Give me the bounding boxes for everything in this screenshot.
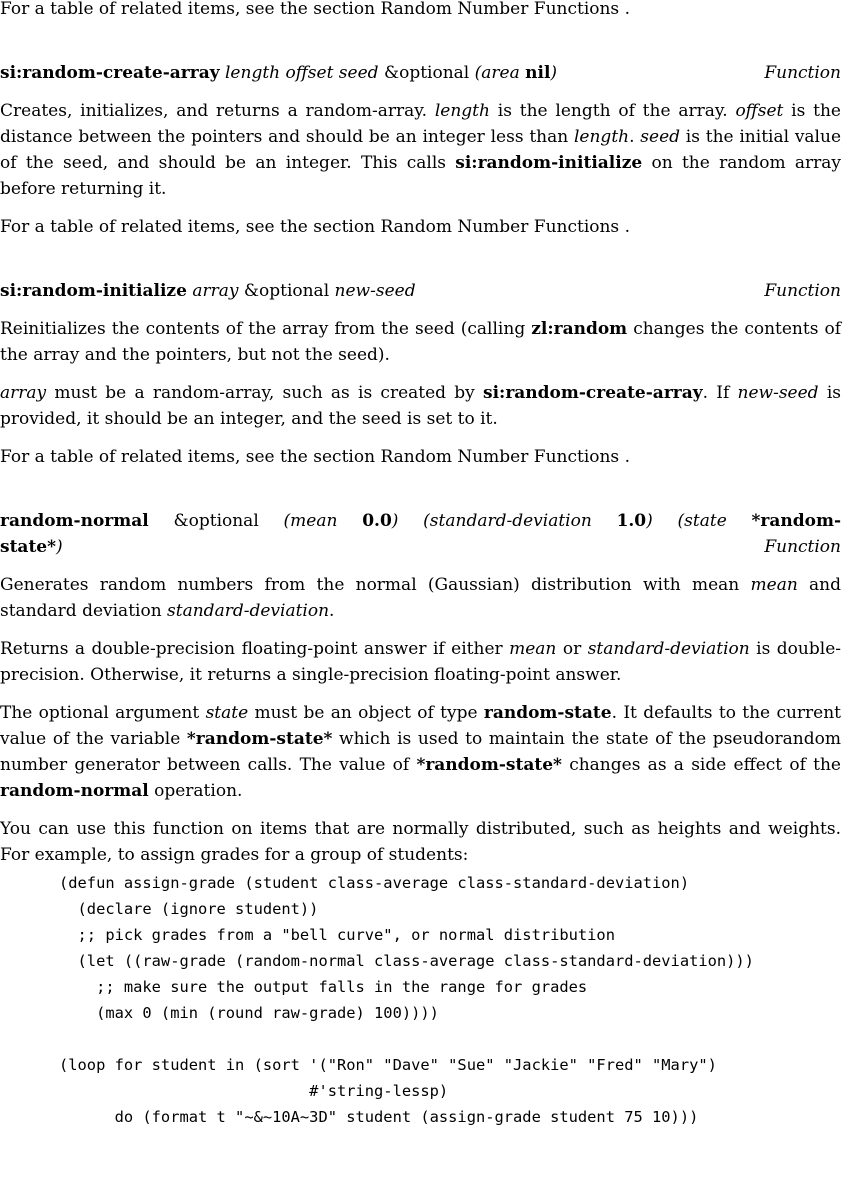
bold-term: random-state: [483, 703, 612, 723]
bold-term: *random-: [751, 511, 842, 531]
bold-term: 1.0: [616, 511, 647, 531]
code-line: #'string-lessp): [59, 1082, 449, 1100]
text-run: . If: [702, 383, 738, 403]
text-run: .: [329, 601, 335, 621]
xref-link[interactable]: Random Number Functions: [380, 0, 620, 19]
text-run: .: [629, 127, 641, 147]
signature-random-initialize: [0, 278, 841, 304]
function-name: si:random-create-array: [0, 63, 220, 83]
italic-term: array: [0, 383, 47, 403]
optional-default: nil: [525, 63, 551, 83]
code-line: [59, 1026, 841, 1052]
text-run: is the distance between the pointers and should be an integer less than: [0, 101, 841, 147]
arg: array: [192, 281, 239, 301]
text-run: is double-precision. Otherwise, it returns a single-precision floating-point answer.: [0, 639, 841, 685]
bold-term: random-normal: [0, 781, 149, 801]
xref-link[interactable]: Random Number Functions: [380, 447, 620, 467]
bold-term: si:random-initialize: [455, 153, 643, 173]
italic-term: mean: [750, 575, 798, 595]
italic-term: mean: [509, 639, 557, 659]
signature-random-normal: [0, 508, 841, 534]
text-run: or: [556, 639, 588, 659]
italic-term: ) (state: [646, 511, 752, 531]
text-run: must be an object of type: [248, 703, 484, 723]
optional-keyword: &optional: [383, 63, 470, 83]
text-run: changes as a side effect of the: [561, 755, 841, 775]
optional-arg: new-seed: [334, 281, 416, 301]
code-line: (declare (ignore student)): [59, 900, 319, 918]
bold-term: 0.0: [362, 511, 392, 531]
italic-term: seed: [640, 127, 681, 147]
code-line: (max 0 (min (round raw-grade) 100)))): [59, 1004, 439, 1022]
italic-term: standard-deviation: [587, 639, 750, 659]
entry-kind: Function: [764, 281, 841, 301]
bold-term: si:random-create-array: [483, 383, 703, 403]
function-name: random-normal: [0, 511, 149, 531]
text-run: which is used to maintain the state of the pseudorandom number generator between calls. The value of: [0, 729, 841, 775]
optional-keyword: &optional: [173, 511, 259, 531]
xref-prefix: For a table of related items, see the section: [0, 217, 376, 237]
xref-suffix: .: [624, 0, 630, 19]
description: [0, 700, 841, 804]
xref-suffix: .: [624, 447, 630, 467]
italic-term: ) (standard-deviation: [391, 511, 617, 531]
italic-term: standard-deviation: [167, 601, 330, 621]
italic-term: new-seed: [737, 383, 819, 403]
italic-term: length: [573, 127, 630, 147]
optional-args-cont: [0, 534, 63, 560]
text-run: Creates, initializes, and returns a random-array.: [0, 101, 435, 121]
bold-term: *random-state*: [186, 729, 333, 749]
entry-kind: Function: [764, 537, 841, 557]
signature-random-create-array: [0, 60, 841, 86]
italic-term: length: [434, 101, 490, 121]
code-example: [59, 870, 841, 1130]
description: [0, 380, 841, 432]
code-line: ;; pick grades from a "bell curve", or normal distribution: [59, 926, 615, 944]
text-run: is the initial value of the seed, and should be an integer. This calls: [0, 127, 842, 173]
text-run: operation.: [148, 781, 243, 801]
optional-args: [284, 511, 841, 531]
code-line: (defun assign-grade (student class-average class-standard-deviation): [59, 874, 690, 892]
text-run: Returns a double-precision floating-point answer if either: [0, 639, 510, 659]
italic-term: ): [56, 537, 63, 557]
text-run: Generates random numbers from the normal (Gaussian) distribution with mean: [0, 575, 751, 595]
xref-suffix: .: [624, 217, 630, 237]
args: length offset seed: [225, 63, 379, 83]
bold-term: state*: [0, 537, 56, 557]
italic-term: state: [205, 703, 249, 723]
description: [0, 636, 841, 688]
text-run: on the random array before returning it.: [0, 153, 841, 199]
signature-random-normal-cont: [0, 534, 841, 560]
text-run: is the length of the array.: [489, 101, 736, 121]
xref-link[interactable]: Random Number Functions: [380, 217, 620, 237]
text-run: and standard deviation: [0, 575, 841, 621]
description: [0, 316, 841, 368]
xref-prefix: For a table of related items, see the section: [0, 0, 376, 19]
related-items-note: [0, 214, 841, 240]
optional-keyword: &optional: [243, 281, 330, 301]
text-run: changes the contents of the array and the pointers, but not the seed).: [0, 319, 841, 365]
description: [0, 816, 841, 868]
xref-prefix: For a table of related items, see the section: [0, 447, 376, 467]
text-run: The optional argument: [0, 703, 206, 723]
text-run: is provided, it should be an integer, and the seed is set to it.: [0, 383, 841, 429]
bold-term: zl:random: [531, 319, 628, 339]
italic-term: (mean: [283, 511, 363, 531]
text-run: You can use this function on items that are normally distributed, such as heights and weights. For example, to assign grades for a group of students:: [0, 819, 841, 865]
entry-kind: Function: [764, 63, 841, 83]
italic-term: offset: [735, 101, 784, 121]
code-line: do (format t "~&~10A~3D" student (assign-grade student 75 10))): [59, 1108, 699, 1126]
related-items-note: [0, 0, 841, 22]
code-line: ;; make sure the output falls in the range for grades: [59, 978, 588, 996]
optional-close: ): [550, 63, 558, 83]
related-items-note: [0, 444, 841, 470]
text-run: . It defaults to the current value of the variable: [0, 703, 842, 749]
code-line: (let ((raw-grade (random-normal class-average class-standard-deviation))): [59, 952, 754, 970]
code-line: (loop for student in (sort '("Ron" "Dave" "Sue" "Jackie" "Fred" "Mary"): [59, 1056, 717, 1074]
text-run: must be a random-array, such as is created by: [46, 383, 484, 403]
description: [0, 98, 841, 202]
description: [0, 572, 841, 624]
text-run: Reinitializes the contents of the array from the seed (calling: [0, 319, 532, 339]
bold-term: *random-state*: [416, 755, 562, 775]
function-name: si:random-initialize: [0, 281, 187, 301]
optional-arg: (area: [474, 63, 520, 83]
